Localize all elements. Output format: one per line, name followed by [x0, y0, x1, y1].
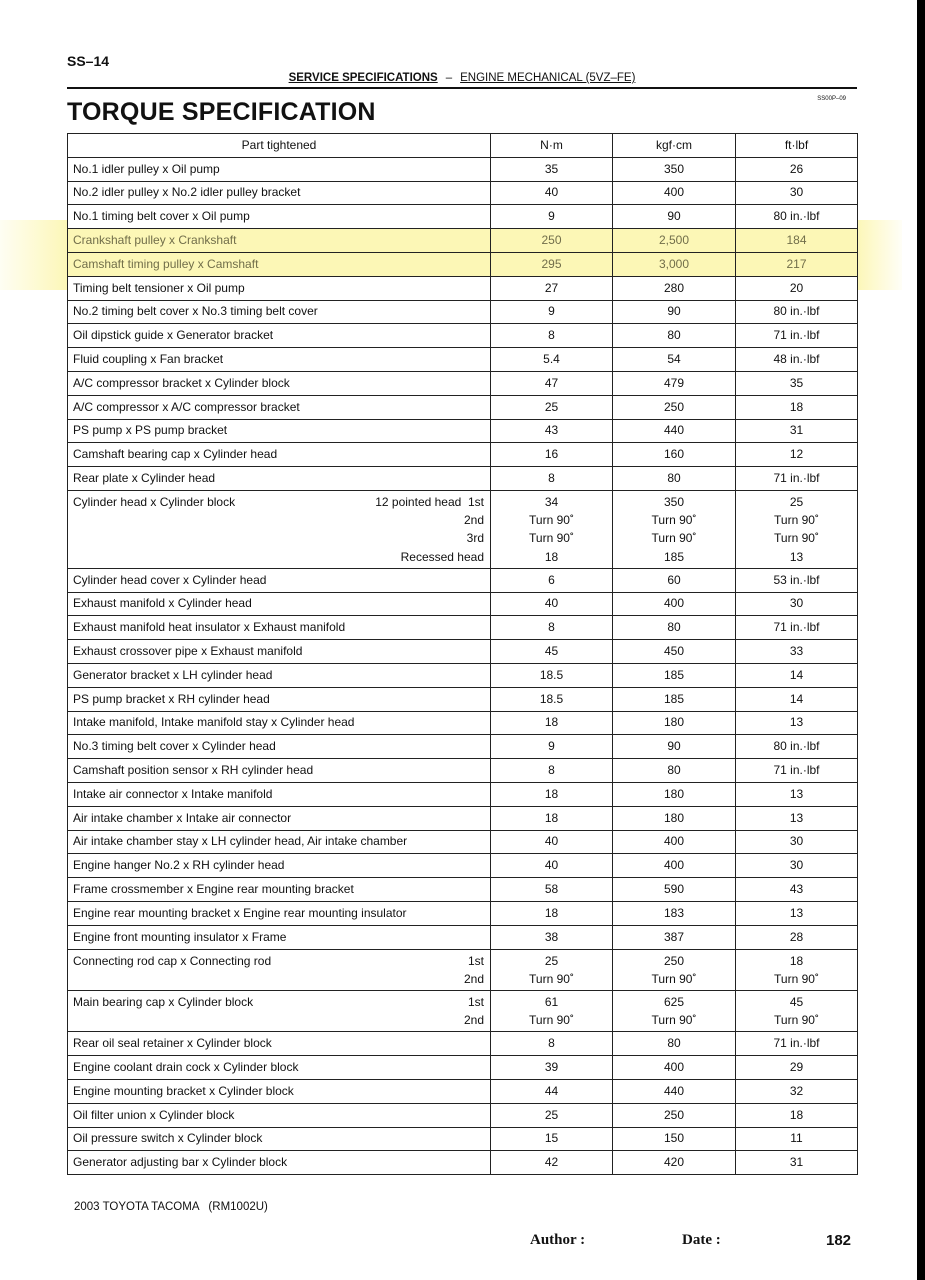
part-cell: Exhaust manifold heat insulator x Exhaust manifold	[68, 616, 491, 640]
table-row	[68, 276, 858, 300]
kgf-cell	[613, 949, 736, 990]
kgf-cell: 590	[613, 878, 736, 902]
kgf-cell: 450	[613, 640, 736, 664]
nm-cell: 47	[491, 371, 613, 395]
highlight-glow-left	[0, 220, 67, 290]
nm-cell: 38	[491, 925, 613, 949]
kgf-value: 625	[663, 994, 685, 1009]
ftlbf-cell: 48 in.·lbf	[736, 348, 858, 372]
nm-cell: 27	[491, 276, 613, 300]
kgf-cell: 250	[613, 395, 736, 419]
ftlbf-cell: 13	[736, 782, 858, 806]
kgf-cell: 80	[613, 616, 736, 640]
table-row	[68, 568, 858, 592]
nm-cell: 8	[491, 324, 613, 348]
nm-cell: 5.4	[491, 348, 613, 372]
ftlbf-value: Turn 90˚	[774, 1013, 819, 1028]
kgf-cell: 3,000	[613, 252, 736, 276]
ftlbf-value: 18	[789, 953, 804, 968]
nm-cell: 8	[491, 616, 613, 640]
kgf-cell: 180	[613, 806, 736, 830]
nm-cell: 44	[491, 1079, 613, 1103]
stage-label: 12 pointed head 1st	[375, 494, 484, 509]
table-row	[68, 616, 858, 640]
kgf-cell: 160	[613, 443, 736, 467]
table-row	[68, 901, 858, 925]
nm-cell: 18	[491, 901, 613, 925]
part-cell: No.2 idler pulley x No.2 idler pulley bracket	[68, 181, 491, 205]
table-row-multistage	[68, 949, 858, 990]
kgf-cell: 180	[613, 782, 736, 806]
section-separator: –	[445, 72, 453, 84]
part-cell: PS pump x PS pump bracket	[68, 419, 491, 443]
table-row	[68, 925, 858, 949]
kgf-cell: 387	[613, 925, 736, 949]
kgf-value: Turn 90˚	[651, 513, 697, 528]
kgf-cell: 150	[613, 1127, 736, 1151]
ftlbf-cell: 18	[736, 1103, 858, 1127]
ftlbf-cell: 13	[736, 901, 858, 925]
table-row	[68, 735, 858, 759]
ftlbf-cell	[736, 949, 858, 990]
nm-cell: 35	[491, 157, 613, 181]
part-cell: No.3 timing belt cover x Cylinder head	[68, 735, 491, 759]
table-row	[68, 443, 858, 467]
section-header	[67, 72, 857, 84]
part-cell: Oil dipstick guide x Generator bracket	[68, 324, 491, 348]
ftlbf-cell: 71 in.·lbf	[736, 616, 858, 640]
table-row-multistage	[68, 490, 858, 568]
part-cell: Camshaft timing pulley x Camshaft	[68, 252, 491, 276]
part-name: Connecting rod cap x Connecting rod	[73, 953, 272, 968]
part-cell: A/C compressor x A/C compressor bracket	[68, 395, 491, 419]
nm-cell: 18	[491, 711, 613, 735]
table-row	[68, 467, 858, 491]
nm-cell: 45	[491, 640, 613, 664]
ftlbf-value: Turn 90˚	[774, 531, 819, 546]
part-cell: Engine front mounting insulator x Frame	[68, 925, 491, 949]
ftlbf-cell: 71 in.·lbf	[736, 1032, 858, 1056]
part-cell: Rear oil seal retainer x Cylinder block	[68, 1032, 491, 1056]
table-row	[68, 181, 858, 205]
highlight-glow-right	[857, 220, 902, 290]
kgf-cell: 400	[613, 181, 736, 205]
doc-code: SS00P–09	[817, 96, 846, 102]
table-row	[68, 1151, 858, 1175]
ftlbf-cell: 14	[736, 663, 858, 687]
nm-value: 18	[544, 549, 559, 564]
nm-cell: 42	[491, 1151, 613, 1175]
stage-labels	[464, 952, 484, 988]
part-cell	[68, 490, 491, 568]
ftlbf-cell: 18	[736, 395, 858, 419]
kgf-cell: 180	[613, 711, 736, 735]
ftlbf-cell: 30	[736, 854, 858, 878]
ftlbf-cell: 20	[736, 276, 858, 300]
table-row	[68, 640, 858, 664]
part-cell: Oil pressure switch x Cylinder block	[68, 1127, 491, 1151]
table-row-highlighted	[68, 252, 858, 276]
part-cell	[68, 949, 491, 990]
kgf-cell: 80	[613, 759, 736, 783]
date-label: Date :	[682, 1232, 721, 1248]
nm-cell: 43	[491, 419, 613, 443]
kgf-value: 350	[663, 494, 685, 509]
kgf-value: 250	[663, 953, 685, 968]
section-title: SERVICE SPECIFICATIONS	[288, 72, 438, 84]
col-header-ftlbf: ft·lbf	[736, 134, 858, 158]
ftlbf-value: Turn 90˚	[774, 513, 819, 528]
nm-cell	[491, 990, 613, 1031]
part-cell: Camshaft position sensor x RH cylinder head	[68, 759, 491, 783]
kgf-cell: 54	[613, 348, 736, 372]
table-row	[68, 419, 858, 443]
nm-cell: 40	[491, 181, 613, 205]
table-row	[68, 806, 858, 830]
ftlbf-cell: 71 in.·lbf	[736, 324, 858, 348]
table-row	[68, 1032, 858, 1056]
table-row-highlighted	[68, 229, 858, 253]
part-cell: Cylinder head cover x Cylinder head	[68, 568, 491, 592]
stage-label: 3rd	[466, 531, 484, 546]
part-cell: No.1 idler pulley x Oil pump	[68, 157, 491, 181]
part-cell: Timing belt tensioner x Oil pump	[68, 276, 491, 300]
nm-cell: 8	[491, 1032, 613, 1056]
part-name: Cylinder head x Cylinder block	[73, 494, 236, 509]
table-row	[68, 759, 858, 783]
table-row	[68, 205, 858, 229]
part-cell: Intake air connector x Intake manifold	[68, 782, 491, 806]
kgf-cell: 250	[613, 1103, 736, 1127]
part-cell: Exhaust manifold x Cylinder head	[68, 592, 491, 616]
kgf-value: Turn 90˚	[651, 1013, 697, 1028]
part-cell: Generator bracket x LH cylinder head	[68, 663, 491, 687]
part-cell: PS pump bracket x RH cylinder head	[68, 687, 491, 711]
ftlbf-value: 25	[789, 494, 804, 509]
part-cell: A/C compressor bracket x Cylinder block	[68, 371, 491, 395]
ftlbf-cell: 11	[736, 1127, 858, 1151]
nm-value: 25	[544, 953, 559, 968]
part-cell: Generator adjusting bar x Cylinder block	[68, 1151, 491, 1175]
ftlbf-cell: 80 in.·lbf	[736, 300, 858, 324]
nm-cell: 25	[491, 395, 613, 419]
table-header-row	[68, 134, 858, 158]
table-row	[68, 687, 858, 711]
nm-cell: 8	[491, 759, 613, 783]
kgf-cell: 400	[613, 1056, 736, 1080]
stage-label: 2nd	[463, 513, 484, 528]
ftlbf-value: 13	[789, 549, 804, 564]
page-edge	[917, 0, 925, 1280]
table-row	[68, 348, 858, 372]
ftlbf-cell: 30	[736, 592, 858, 616]
ftlbf-cell	[736, 990, 858, 1031]
ftlbf-cell: 12	[736, 443, 858, 467]
part-cell: Camshaft bearing cap x Cylinder head	[68, 443, 491, 467]
nm-value: 61	[544, 994, 559, 1009]
author-label: Author :	[530, 1232, 586, 1248]
nm-value: 34	[544, 494, 559, 509]
ftlbf-cell: 31	[736, 1151, 858, 1175]
nm-cell: 295	[491, 252, 613, 276]
nm-cell: 18	[491, 782, 613, 806]
kgf-cell: 400	[613, 854, 736, 878]
page-number: 182	[826, 1232, 852, 1249]
table-row	[68, 157, 858, 181]
stage-label: 2nd	[463, 971, 484, 986]
kgf-value: Turn 90˚	[651, 971, 697, 986]
subsection-title: ENGINE MECHANICAL (5VZ–FE)	[460, 72, 636, 84]
nm-cell: 18.5	[491, 687, 613, 711]
nm-cell: 9	[491, 205, 613, 229]
vehicle-footer: 2003 TOYOTA TACOMA (RM1002U)	[74, 1201, 268, 1213]
nm-cell: 15	[491, 1127, 613, 1151]
table-row	[68, 663, 858, 687]
table-row-multistage	[68, 990, 858, 1031]
nm-cell: 25	[491, 1103, 613, 1127]
kgf-cell	[613, 490, 736, 568]
col-header-kgfcm: kgf·cm	[613, 134, 736, 158]
nm-cell: 40	[491, 830, 613, 854]
part-cell: Oil filter union x Cylinder block	[68, 1103, 491, 1127]
col-header-part: Part tightened	[68, 134, 491, 158]
ftlbf-cell: 14	[736, 687, 858, 711]
nm-value: Turn 90˚	[529, 1013, 574, 1028]
kgf-cell: 185	[613, 687, 736, 711]
stage-labels	[375, 493, 484, 566]
table-row	[68, 1056, 858, 1080]
table-row	[68, 854, 858, 878]
kgf-cell: 420	[613, 1151, 736, 1175]
table-row	[68, 1127, 858, 1151]
col-header-nm: N·m	[491, 134, 613, 158]
part-name: Main bearing cap x Cylinder block	[73, 994, 254, 1009]
kgf-cell: 60	[613, 568, 736, 592]
nm-cell: 58	[491, 878, 613, 902]
nm-cell: 250	[491, 229, 613, 253]
table-row	[68, 782, 858, 806]
part-cell: Engine hanger No.2 x RH cylinder head	[68, 854, 491, 878]
nm-cell: 6	[491, 568, 613, 592]
stage-label: 2nd	[463, 1013, 484, 1028]
part-cell: Air intake chamber x Intake air connector	[68, 806, 491, 830]
nm-cell: 16	[491, 443, 613, 467]
part-cell: Intake manifold, Intake manifold stay x Cylinder head	[68, 711, 491, 735]
nm-value: Turn 90˚	[529, 971, 574, 986]
torque-table	[67, 133, 858, 1175]
kgf-cell: 80	[613, 1032, 736, 1056]
ftlbf-cell: 30	[736, 181, 858, 205]
nm-cell	[491, 490, 613, 568]
ftlbf-cell	[736, 490, 858, 568]
kgf-cell: 440	[613, 419, 736, 443]
nm-cell: 18	[491, 806, 613, 830]
part-cell: Frame crossmember x Engine rear mounting bracket	[68, 878, 491, 902]
stage-labels	[464, 993, 484, 1029]
table-row	[68, 592, 858, 616]
page-code: SS–14	[67, 53, 110, 69]
part-cell: Engine rear mounting bracket x Engine rear mounting insulator	[68, 901, 491, 925]
part-cell: Engine coolant drain cock x Cylinder block	[68, 1056, 491, 1080]
part-cell: Rear plate x Cylinder head	[68, 467, 491, 491]
nm-value: Turn 90˚	[529, 531, 574, 546]
stage-label: 1st	[467, 953, 484, 968]
part-cell: No.1 timing belt cover x Oil pump	[68, 205, 491, 229]
ftlbf-cell: 29	[736, 1056, 858, 1080]
ftlbf-cell: 80 in.·lbf	[736, 205, 858, 229]
ftlbf-value: Turn 90˚	[774, 971, 819, 986]
kgf-cell: 185	[613, 663, 736, 687]
nm-cell: 18.5	[491, 663, 613, 687]
kgf-cell: 400	[613, 830, 736, 854]
kgf-cell: 280	[613, 276, 736, 300]
nm-cell: 39	[491, 1056, 613, 1080]
table-row	[68, 878, 858, 902]
stage-label: Recessed head	[400, 549, 484, 564]
kgf-cell: 90	[613, 735, 736, 759]
ftlbf-cell: 80 in.·lbf	[736, 735, 858, 759]
nm-cell: 9	[491, 735, 613, 759]
nm-cell: 9	[491, 300, 613, 324]
part-cell: Air intake chamber stay x LH cylinder head, Air intake chamber	[68, 830, 491, 854]
table-row	[68, 371, 858, 395]
ftlbf-cell: 30	[736, 830, 858, 854]
ftlbf-cell: 35	[736, 371, 858, 395]
ftlbf-cell: 31	[736, 419, 858, 443]
kgf-cell: 90	[613, 300, 736, 324]
kgf-cell: 183	[613, 901, 736, 925]
table-row	[68, 324, 858, 348]
kgf-value: Turn 90˚	[651, 531, 697, 546]
ftlbf-cell: 32	[736, 1079, 858, 1103]
part-cell	[68, 990, 491, 1031]
nm-cell: 8	[491, 467, 613, 491]
ftlbf-cell: 13	[736, 806, 858, 830]
ftlbf-cell: 217	[736, 252, 858, 276]
page-title: TORQUE SPECIFICATION	[67, 98, 376, 126]
ftlbf-cell: 13	[736, 711, 858, 735]
nm-value: Turn 90˚	[529, 513, 574, 528]
kgf-cell: 90	[613, 205, 736, 229]
nm-cell	[491, 949, 613, 990]
part-cell: Exhaust crossover pipe x Exhaust manifold	[68, 640, 491, 664]
kgf-cell: 80	[613, 467, 736, 491]
kgf-cell: 440	[613, 1079, 736, 1103]
kgf-cell: 2,500	[613, 229, 736, 253]
header-rule	[67, 87, 857, 89]
table-row	[68, 711, 858, 735]
table-row	[68, 1103, 858, 1127]
part-cell: Fluid coupling x Fan bracket	[68, 348, 491, 372]
kgf-cell: 350	[613, 157, 736, 181]
part-cell: Engine mounting bracket x Cylinder block	[68, 1079, 491, 1103]
kgf-value: 185	[663, 549, 685, 564]
ftlbf-cell: 71 in.·lbf	[736, 759, 858, 783]
ftlbf-cell: 71 in.·lbf	[736, 467, 858, 491]
kgf-cell: 400	[613, 592, 736, 616]
table-row	[68, 1079, 858, 1103]
kgf-cell: 479	[613, 371, 736, 395]
ftlbf-cell: 43	[736, 878, 858, 902]
table-row	[68, 395, 858, 419]
ftlbf-cell: 184	[736, 229, 858, 253]
kgf-cell	[613, 990, 736, 1031]
ftlbf-cell: 53 in.·lbf	[736, 568, 858, 592]
table-row	[68, 300, 858, 324]
part-cell: No.2 timing belt cover x No.3 timing belt cover	[68, 300, 491, 324]
ftlbf-cell: 26	[736, 157, 858, 181]
nm-cell: 40	[491, 592, 613, 616]
part-cell: Crankshaft pulley x Crankshaft	[68, 229, 491, 253]
kgf-cell: 80	[613, 324, 736, 348]
ftlbf-value: 45	[789, 994, 804, 1009]
ftlbf-cell: 28	[736, 925, 858, 949]
ftlbf-cell: 33	[736, 640, 858, 664]
stage-label: 1st	[467, 994, 484, 1009]
nm-cell: 40	[491, 854, 613, 878]
table-row	[68, 830, 858, 854]
